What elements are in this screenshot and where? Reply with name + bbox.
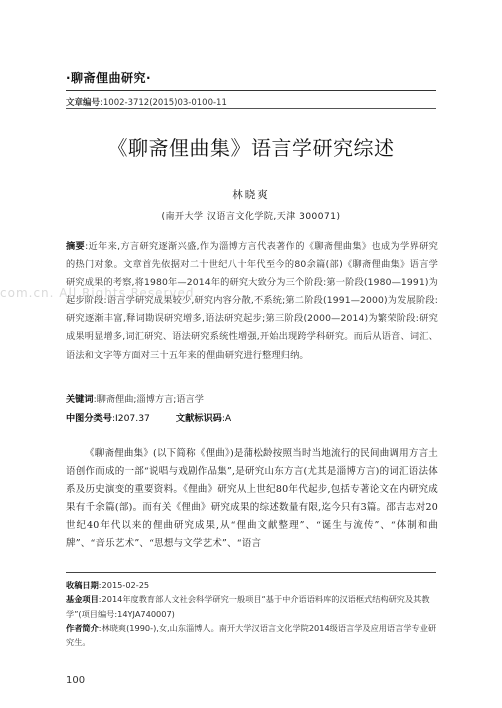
footnote-author: [66, 621, 438, 650]
author-bio-label: 作者简介: [66, 622, 99, 633]
author-affiliation: (南开大学 汉语言文化学院,天津 300071): [161, 212, 341, 222]
page-number: 100: [66, 675, 86, 686]
abstract-text: :近年来,方言研究逐渐兴盛,作为淄博方言代表著作的《聊斋俚曲集》也成为学界研究的热门对象。文章首先依据对二十世纪八十年代至今的80余篇(部)《聊斋俚曲集》语言学研究成果的考察,将1980年—2014年的研究大致分为三个阶段:第一阶段(1980—1991)为起步阶段:语言学研究成果较少,研究内容分散,不系统;第二阶段(1991—2000)为发展阶段:研究逐渐丰富,释词勘误研究增多,语法研究起步;第三阶段(2000—2014)为繁荣阶段:研究成果明显增多,词汇研究、语法研究系统性增强,开始出现跨学科研究。而后从语音、词汇、语法和文字等方面对三十五年来的俚曲研究进行整理归纳。: [66, 241, 438, 361]
header-rule-thick: [66, 90, 436, 91]
footnote-received: [66, 578, 438, 592]
footnote-rule: [66, 572, 436, 573]
footnotes: [66, 578, 438, 649]
fund-label: 基金项目: [66, 594, 99, 605]
copyright-watermark: com.cn. All Rights Reserved.: [0, 286, 200, 300]
received-value: :2015-02-25: [98, 580, 150, 590]
paper-title: 《聊斋俚曲集》语言学研究综述: [107, 136, 395, 160]
fund-value: :2014年度教育部人文社会科学研究一般项目“基于中介语语料库的汉语框式结构研究及其教学”(项目编号:14YJA740007): [66, 594, 430, 619]
article-number-label: 文章编号: [66, 98, 101, 108]
author-bio-value: :林晓爽(1990-),女,山东淄博人。南开大学汉语言文化学院2014级语言学及应用语言学专业研究生。: [66, 622, 437, 648]
header-rule-thin: [66, 108, 436, 109]
column-tag: ·聊斋俚曲研究·: [66, 71, 152, 85]
classification-line: [66, 410, 438, 424]
article-number-value: :1002-3712(2015)03-0100-11: [100, 98, 227, 108]
keywords: [66, 391, 438, 405]
keywords-label: 关键词: [66, 394, 94, 405]
received-label: 收稿日期: [66, 580, 99, 590]
abstract: [66, 238, 438, 365]
doc-code-label: 文献标识码: [175, 413, 222, 424]
keywords-text: :聊斋俚曲;淄博方言;语言学: [93, 394, 204, 405]
article-number: [66, 96, 227, 108]
paper-author: 林晓爽: [232, 189, 270, 201]
body-paragraph: 《聊斋俚曲集》(以下简称《俚曲》)是蒲松龄按照当时当地流行的民间曲调用方言土语创作而成的一部“说唱与戏剧作品集”,是研究山东方言(尤其是淄博方言)的词汇语法体系及历史演变的重要资料。《俚曲》研究从上世纪80年代起步,包括专著论文在内研究成果有千余篇(部)。而有关《俚曲》研究成果的综述数量有限,迄今只有3篇。邵吉志对20世纪40年代以来的俚曲研究成果,从“俚曲文献整理”、“诞生与流传”、“体制和曲牌”、“音乐艺术”、“思想与文学艺术”、“语言: [66, 448, 438, 550]
footnote-fund: [66, 592, 438, 621]
clc-value: :I207.37: [111, 413, 150, 424]
doc-code-value: :A: [221, 413, 232, 424]
abstract-label: 摘要: [66, 241, 86, 252]
clc-label: 中图分类号: [66, 413, 112, 424]
